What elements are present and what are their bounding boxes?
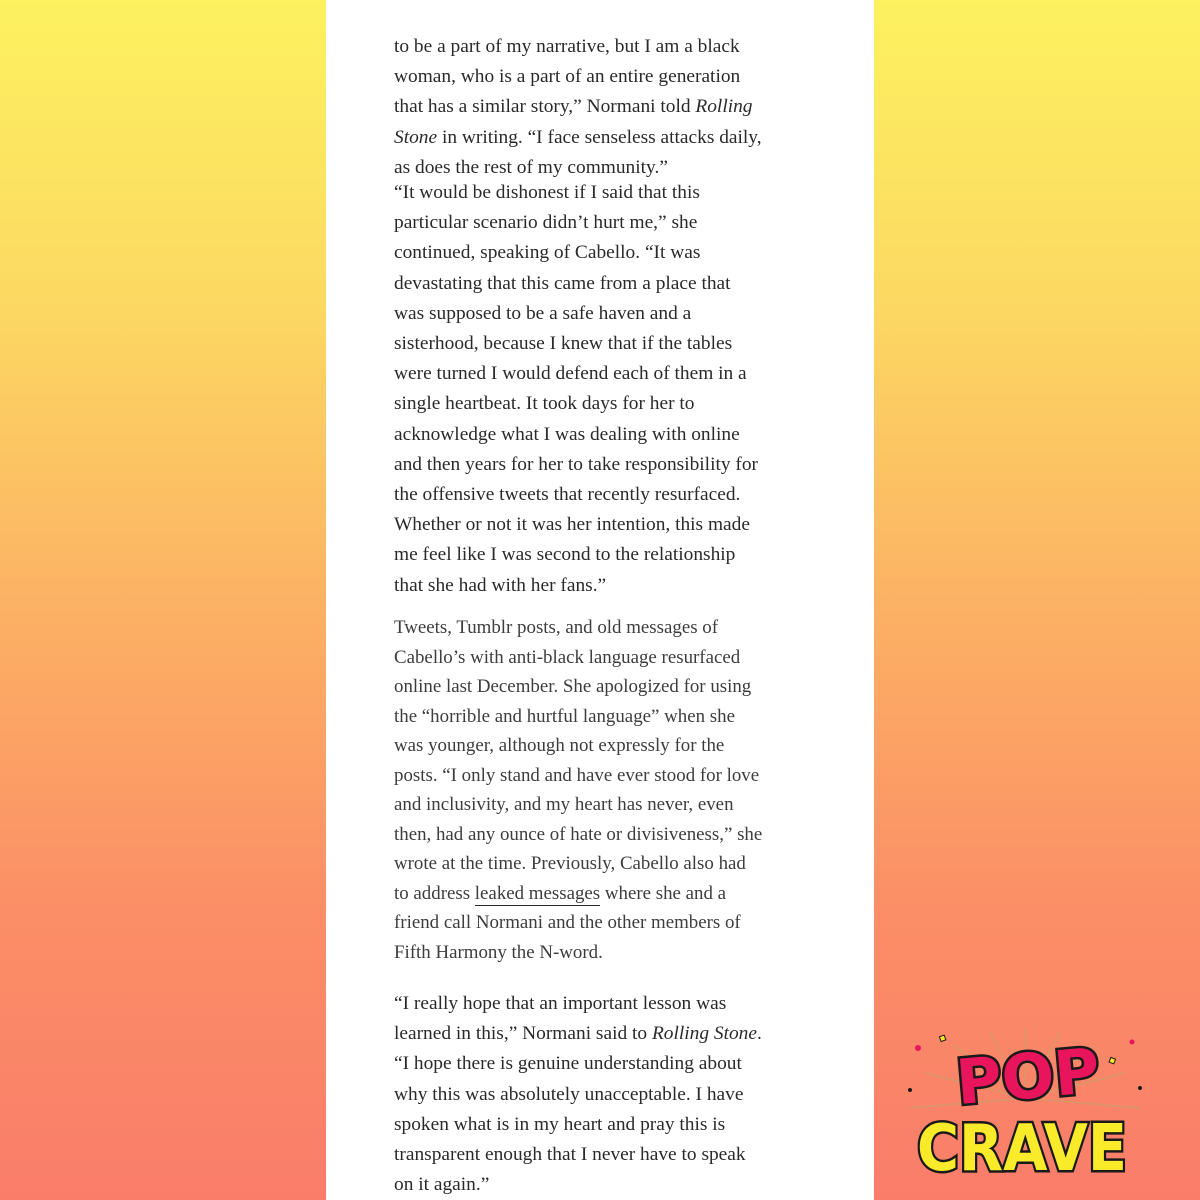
text-line: and inclusivity, and my heart has never, even: [394, 794, 734, 815]
pop-crave-logo: [900, 1028, 1150, 1188]
text-segment: to address: [394, 882, 475, 904]
text-line: posts. “I only stand and have ever stood for love: [394, 764, 760, 786]
text-line: “I hope there is genuine understanding about: [394, 1053, 742, 1075]
text-segment: where she and a: [600, 882, 727, 904]
paragraph-1: [394, 32, 824, 183]
text-line: then, had any ounce of hate or divisiveness,” she: [394, 823, 763, 845]
text-line: Fifth Harmony the N-word.: [394, 941, 603, 963]
text-line: “It would be dishonest if I said that this: [394, 182, 700, 203]
text-segment: in writing. “I face senseless attacks daily,: [437, 126, 762, 148]
text-line: single heartbeat. It took days for her to: [394, 393, 695, 415]
text-line: to be a part of my narrative, but I am a black: [394, 36, 740, 57]
article-card: [326, 0, 874, 1200]
text-segment: .: [756, 1023, 762, 1045]
text-line: online last December. She apologized for using: [394, 676, 752, 697]
text-line: on it again.”: [394, 1174, 490, 1196]
text-line: transparent enough that I never have to speak: [394, 1144, 746, 1166]
text-line: acknowledge what I was dealing with online: [394, 423, 740, 445]
publication-name: Rolling Stone: [651, 1023, 757, 1045]
text-line: [394, 1019, 824, 1049]
text-line: was supposed to be a safe haven and a: [394, 302, 692, 324]
text-line: that she had with her fans.”: [394, 574, 607, 596]
publication-name: Stone: [394, 126, 438, 148]
text-line: “I really hope that an important lesson was: [394, 993, 727, 1014]
text-line: and then years for her to take responsibility for: [394, 453, 759, 475]
text-line: [394, 879, 824, 909]
logo-top-word: POP: [953, 1033, 1103, 1120]
text-line: particular scenario didn’t hurt me,” she: [394, 212, 698, 234]
text-line: the offensive tweets that recently resurfaced.: [394, 484, 741, 506]
text-line: continued, speaking of Cabello. “It was: [394, 242, 701, 264]
text-line: friend call Normani and the other members of: [394, 912, 741, 933]
text-line: as does the rest of my community.”: [394, 156, 668, 178]
text-line: why this was absolutely unacceptable. I have: [394, 1083, 744, 1105]
text-line: Cabello’s with anti-black language resurfaced: [394, 646, 741, 668]
paragraph-2: [394, 178, 824, 601]
publication-name: Rolling: [695, 96, 753, 118]
text-line: Tweets, Tumblr posts, and old messages of: [394, 617, 719, 638]
text-line: wrote at the time. Previously, Cabello also had: [394, 853, 746, 874]
text-segment: learned in this,” Normani said to: [394, 1023, 652, 1045]
text-line: spoken what is in my heart and pray this is: [394, 1113, 726, 1135]
text-line: [394, 123, 824, 153]
text-line: was younger, although not expressly for the: [394, 735, 725, 756]
text-line: [394, 92, 824, 122]
text-line: woman, who is a part of an entire generation: [394, 66, 741, 88]
leaked-messages-link[interactable]: leaked messages: [474, 882, 601, 904]
text-line: devastating that this came from a place that: [394, 272, 731, 294]
logo-bottom-word: CRAVE: [917, 1112, 1127, 1186]
paragraph-3: [394, 613, 824, 967]
text-line: me feel like I was second to the relationship: [394, 544, 736, 566]
text-line: Whether or not it was her intention, this made: [394, 514, 750, 536]
text-segment: that has a similar story,” Normani told: [394, 96, 696, 118]
text-line: the “horrible and hurtful language” when she: [394, 705, 735, 727]
paragraph-4: [394, 989, 824, 1200]
text-line: were turned I would defend each of them in a: [394, 363, 747, 385]
text-line: sisterhood, because I knew that if the tables: [394, 333, 733, 355]
